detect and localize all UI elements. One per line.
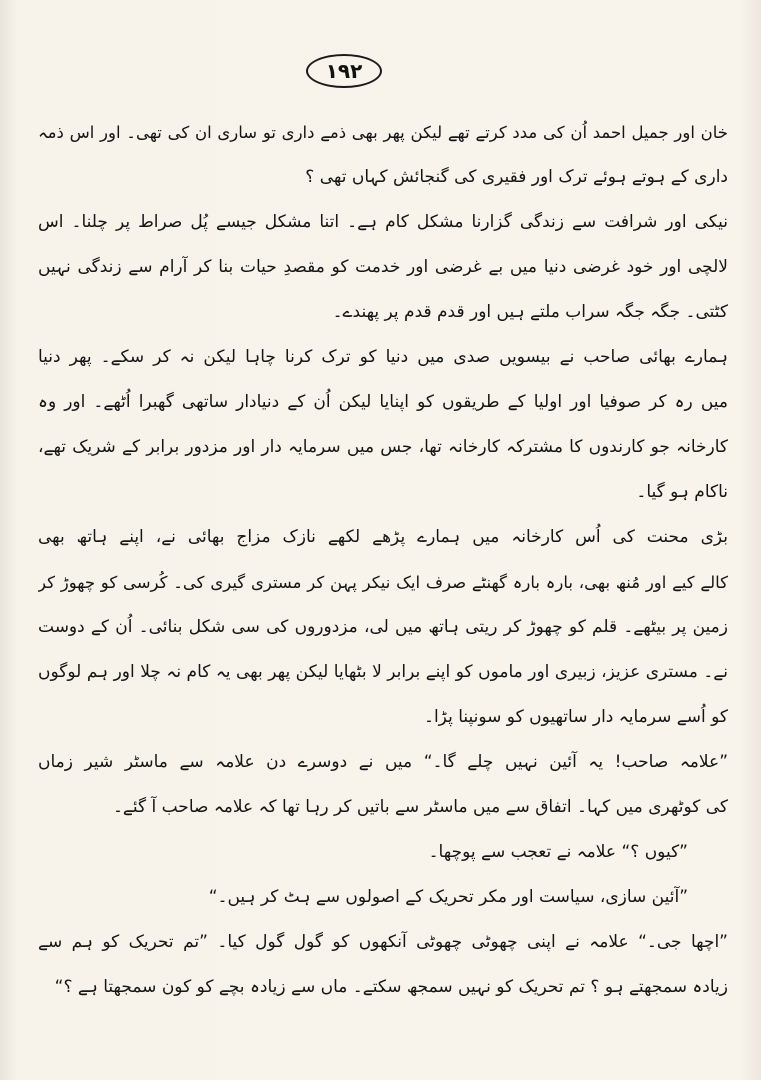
- text-line: کالے کیے اور مُنھ بھی، بارہ بارہ گھنٹے صرف ایک نیکر پہن کر مستری گیری کی۔ کُرسی کو چھوڑ کر: [38, 573, 728, 592]
- text-line: نے۔ مستری عزیز، زبیری اور ماموں کو اپنے برابر لا بٹھایا لیکن پھر بھی یہ کام نہ چلا اور ہم لوگوں: [38, 662, 728, 682]
- text-line: ”علامہ صاحب! یہ آئین نہیں چلے گا۔“ میں نے دوسرے دن علامہ سے ماسٹر شیر زماں: [38, 752, 728, 772]
- text-line: ”اچھا جی۔“ علامہ نے اپنی چھوٹی چھوٹی آنکھوں کو گول گول کیا۔ ”تم تحریک کو ہم سے: [38, 932, 728, 952]
- body-text: [38, 110, 728, 1010]
- page-number: ١٩٢: [325, 59, 363, 83]
- text-line: کو اُسے سرمایہ دار ساتھیوں کو سونپنا پڑا۔: [424, 707, 728, 727]
- text-line: زمین پر بیٹھے۔ قلم کو چھوڑ کر ریتی ہاتھ میں لی، مزدوروں کی سی شکل بنائی۔ اُن کے دوست: [38, 617, 728, 637]
- text-line: میں رہ کر صوفیا اور اولیا کے طریقوں کو اپنایا لیکن اُن کے دنیادار ساتھی گھبرا اُٹھے۔ اور وہ: [38, 392, 728, 412]
- text-line: ”آئین سازی، سیاست اور مکر تحریک کے اصولوں سے ہٹ کر ہیں۔“: [208, 887, 688, 907]
- page-number-badge: [306, 54, 382, 88]
- text-line: داری کے ہوتے ہوئے ترک اور فقیری کی گنجائش کہاں تھی ؟: [305, 167, 728, 187]
- text-line: بڑی محنت کی اُس کارخانہ میں ہمارے پڑھے لکھے نازک مزاج بھائی نے، اپنے ہاتھ بھی: [38, 527, 728, 547]
- text-line: ہمارے بھائی صاحب نے بیسویں صدی میں دنیا کو ترک کرنا چاہا لیکن نہ کر سکے۔ پھر دنیا: [38, 347, 728, 367]
- text-line: ناکام ہو گیا۔: [636, 482, 728, 502]
- text-line: خان اور جمیل احمد اُن کی مدد کرتے تھے لیکن پھر بھی ذمے داری تو ساری ان کی تھی۔ اور اس ذمہ: [38, 123, 728, 142]
- text-line: زیادہ سمجھتے ہو ؟ تم تحریک کو نہیں سمجھ سکتے۔ ماں سے زیادہ بچے کو کون سمجھتا ہے ؟“: [54, 977, 728, 997]
- text-line: ”کیوں ؟“ علامہ نے تعجب سے پوچھا۔: [428, 842, 688, 862]
- text-line: کی کوٹھری میں کہا۔ اتفاق سے میں ماسٹر سے باتیں کر رہا تھا کہ علامہ صاحب آ گئے۔: [112, 797, 728, 817]
- text-line: لالچی اور خود غرضی دنیا میں بے غرضی اور خدمت کو مقصدِ حیات بنا کر آرام سے زندگی نہیں: [38, 257, 728, 277]
- text-line: کٹتی۔ جگہ جگہ سراب ملتے ہیں اور قدم قدم پر پھندے۔: [332, 302, 728, 322]
- text-line: کارخانہ جو کارندوں کا مشترکہ کارخانہ تھا، جس میں سرمایہ دار اور مزدور برابر کے شریک تھے،: [38, 437, 728, 457]
- text-line: نیکی اور شرافت سے زندگی گزارنا مشکل کام ہے۔ اتنا مشکل جیسے پُل صراط پر چلنا۔ اس: [38, 212, 728, 232]
